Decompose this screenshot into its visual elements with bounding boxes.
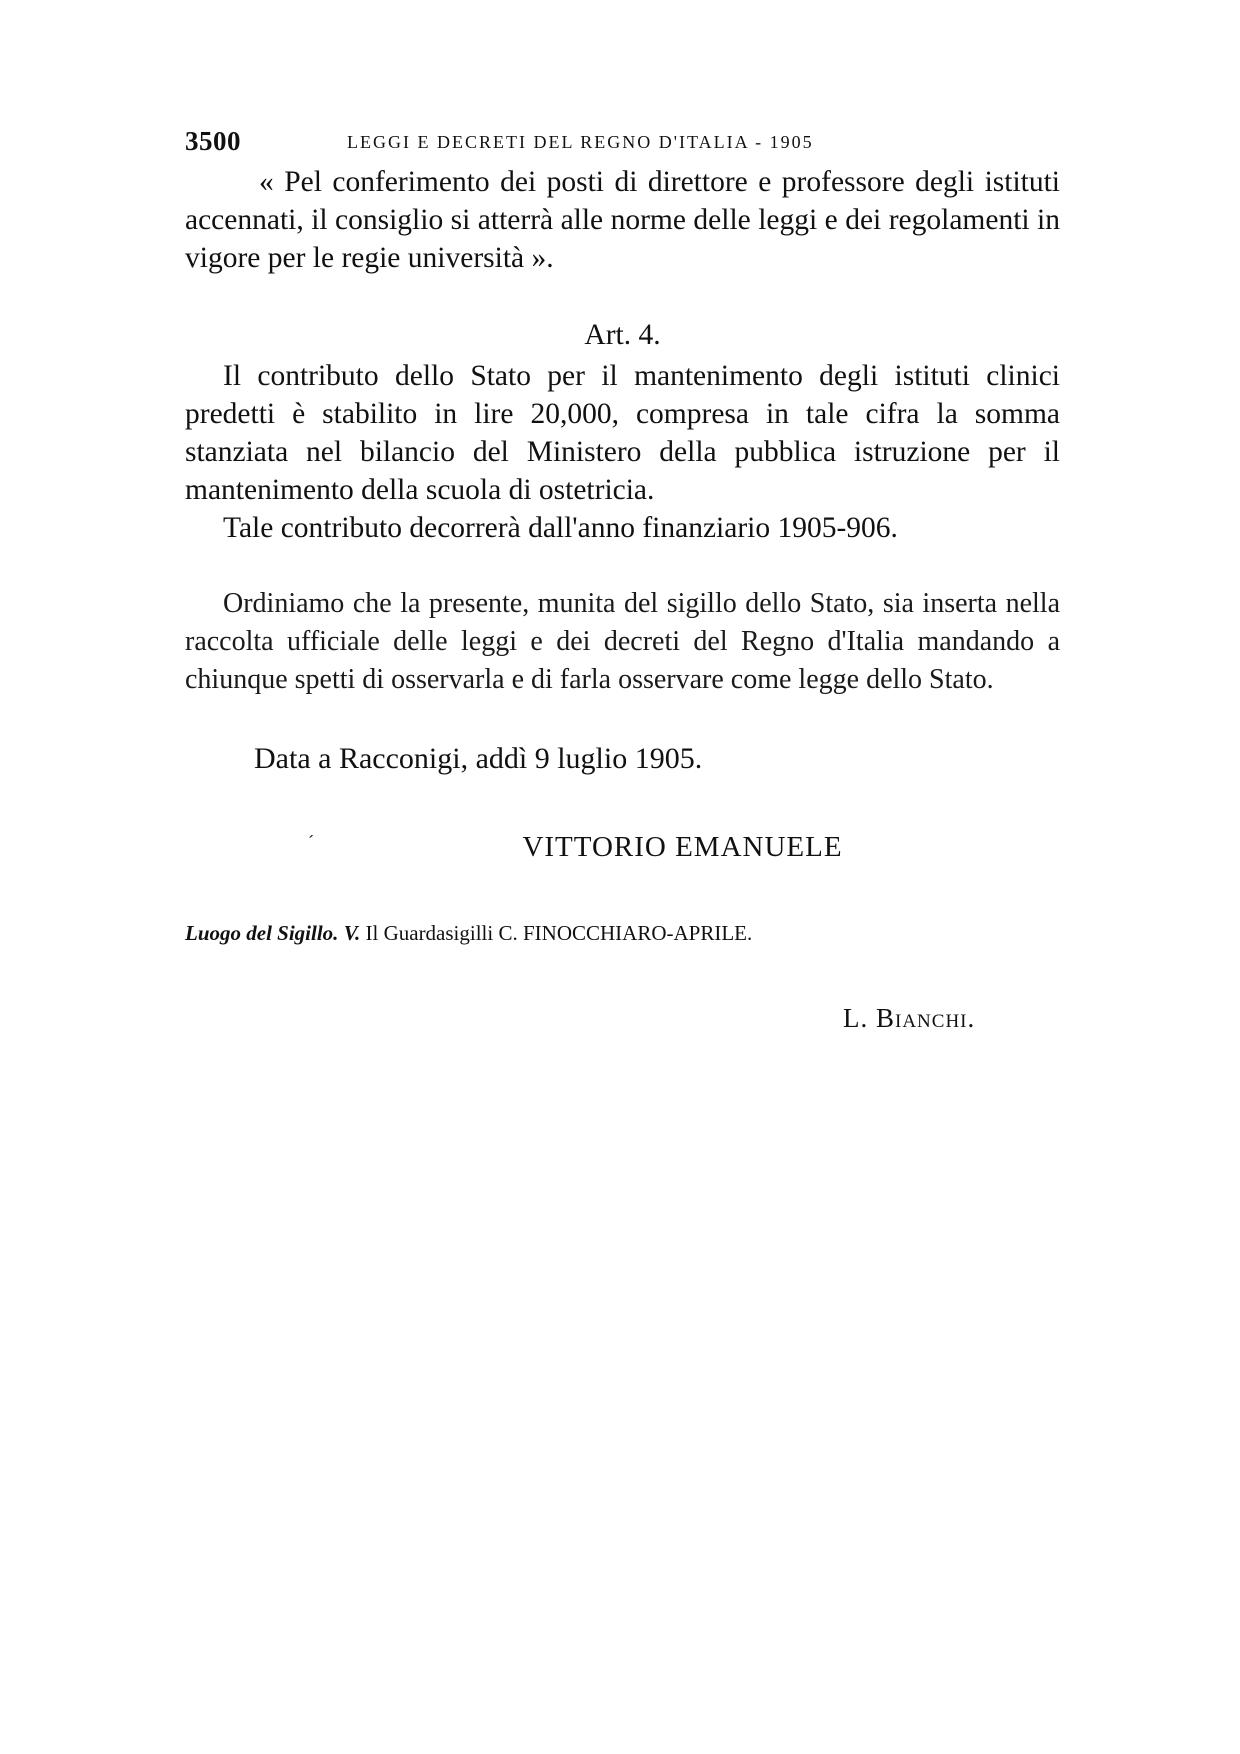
quoted-provision — [185, 163, 1060, 277]
seal-mark: ´ — [308, 832, 314, 852]
page-number: 3500 — [185, 126, 241, 156]
article-heading: Art. 4. — [584, 319, 661, 351]
seal-line — [185, 918, 752, 948]
enacting-paragraph: Ordiniamo che la presente, munita del sigillo dello Stato, sia inserta nella raccolta ufficiale delle leggi e dei decreti del Regno d'Italia mandando a chiunque spetti di osservarla e di farla osservare come legge dello Stato. — [185, 588, 1060, 695]
seal-label: Luogo del Sigillo. — [185, 921, 339, 945]
quoted-paragraph: « Pel conferimento dei posti di direttore e professore degli istituti accennati, il consiglio si atterrà alle norme delle leggi e dei regolamenti in vigore per le regie università ». — [185, 166, 1060, 274]
article-paragraph-2: Tale contributo decorrerà dall'anno finanziario 1905-906. — [223, 512, 898, 544]
royal-signature: VITTORIO EMANUELE — [522, 831, 843, 863]
guardasigilli: Il Guardasigilli C. FINOCCHIARO-APRILE. — [365, 921, 753, 945]
date-line: Data a Racconigi, addì 9 luglio 1905. — [254, 742, 703, 775]
seal-visa: V. — [343, 921, 361, 945]
page-header — [185, 126, 1065, 166]
article-paragraph-1: Il contributo dello Stato per il mantenimento degli istituti clinici predetti è stabilito in lire 20,000, compresa in tale cifra la somma stanziata nel bilancio del Ministero della pubblica istruzione per il mantenimento della scuola di ostetricia. — [185, 360, 1060, 506]
minister-signature: L. Bianchi. — [843, 1003, 976, 1033]
running-head: LEGGI E DECRETI DEL REGNO D'ITALIA - 1905 — [347, 132, 814, 152]
enacting-clause — [185, 585, 1060, 699]
article-body — [185, 357, 1060, 547]
